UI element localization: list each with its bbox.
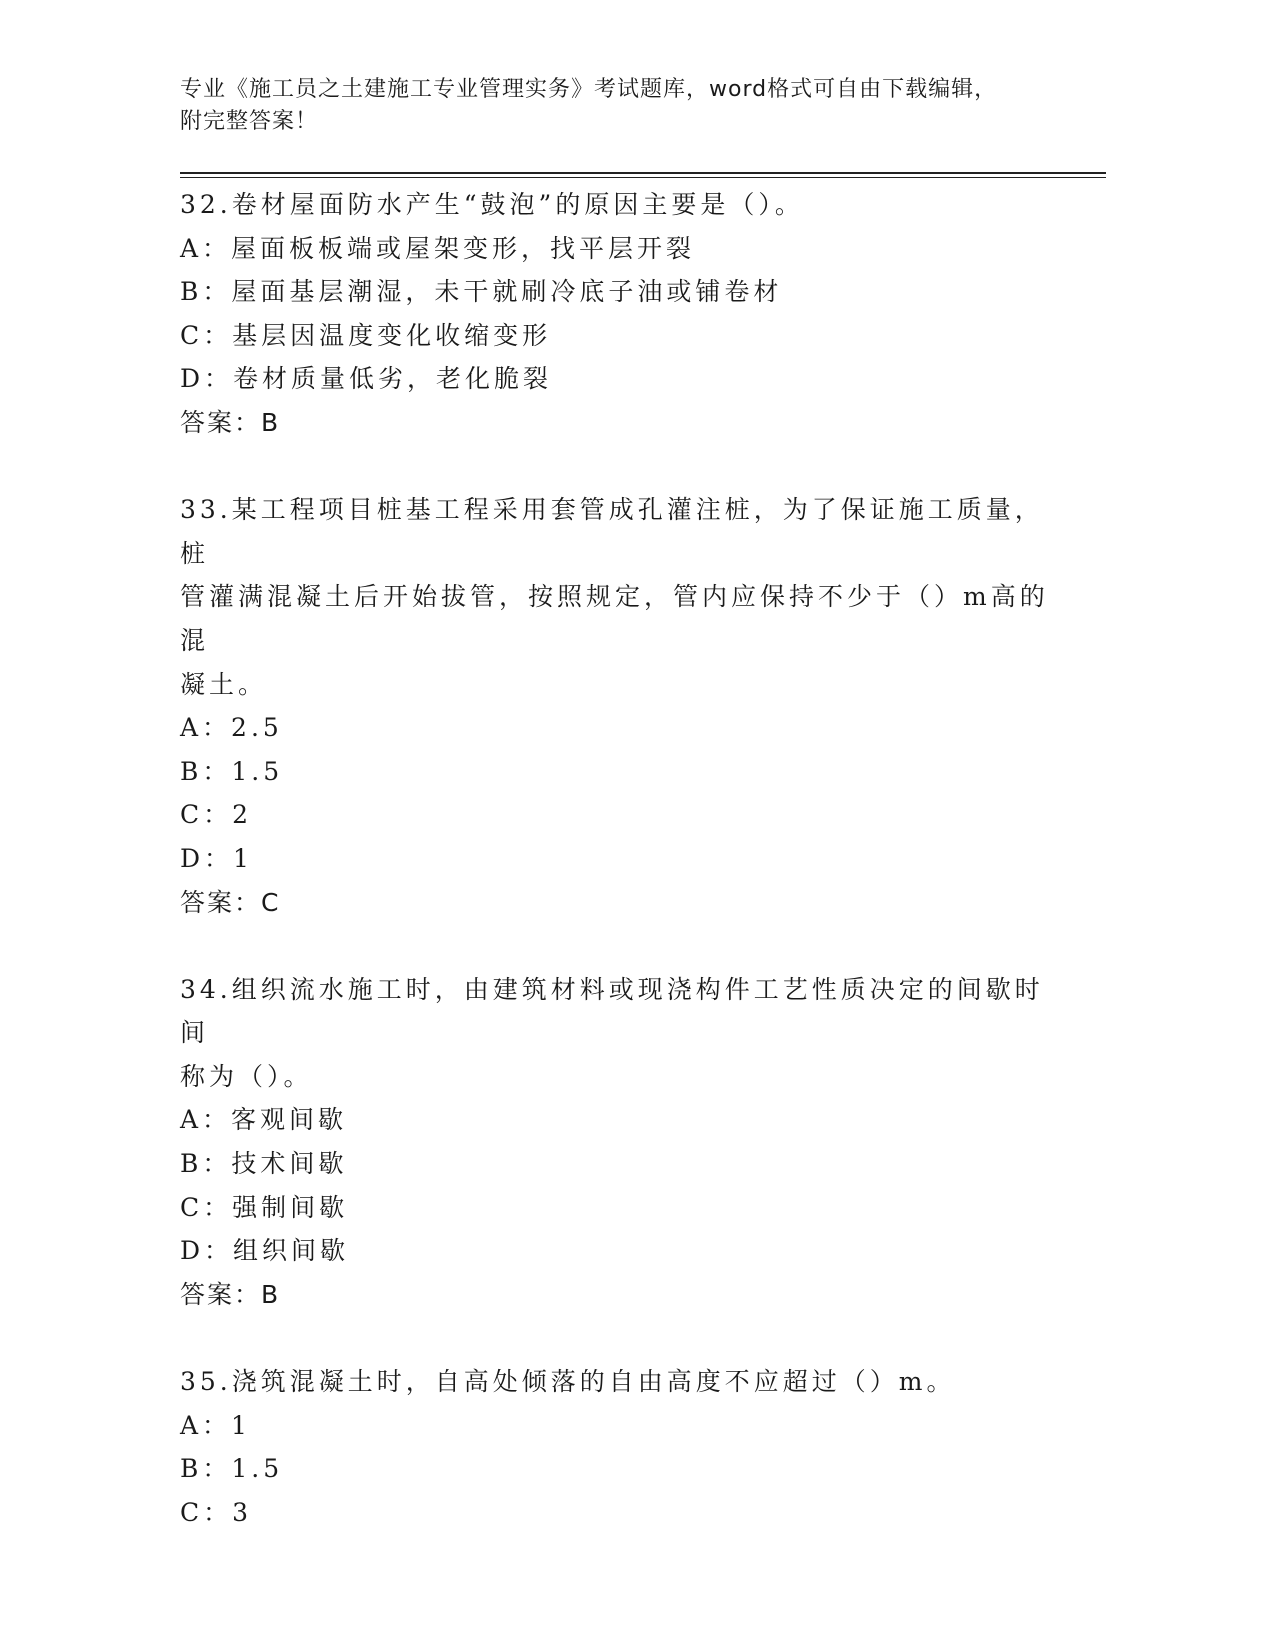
- question-text-line-3: 凝土。: [180, 669, 268, 699]
- option-b: B：屋面基层潮湿，未干就刷冷底子油或铺卷材: [180, 277, 783, 307]
- header-divider-thick: [180, 172, 1106, 174]
- header-divider-thin: [180, 177, 1106, 178]
- option-c: C：强制间歇: [180, 1192, 349, 1222]
- option-a: A：2.5: [180, 713, 283, 743]
- option-d: D：组织间歇: [180, 1236, 350, 1266]
- option-c: C：基层因温度变化收缩变形: [180, 320, 552, 350]
- question-33: [180, 488, 1060, 924]
- option-a: A：屋面板板端或屋架变形，找平层开裂: [180, 233, 696, 263]
- question-35: [180, 1360, 1060, 1534]
- option-a: A：客观间歇: [180, 1105, 348, 1135]
- option-d: D：卷材质量低劣，老化脆裂: [180, 364, 553, 394]
- question-spacer: [180, 924, 1060, 968]
- question-34: [180, 968, 1060, 1317]
- question-list: [180, 183, 1060, 1534]
- question-spacer: [180, 445, 1060, 489]
- question-32: [180, 183, 1060, 445]
- question-text-line-1: 34.组织流水施工时，由建筑材料或现浇构件工艺性质决定的间歇时间: [180, 974, 1044, 1048]
- option-d: D：1: [180, 843, 253, 873]
- header-line-2: 附完整答案！: [180, 109, 319, 134]
- question-spacer: [180, 1316, 1060, 1360]
- answer: 答案：B: [180, 1279, 281, 1309]
- option-b: B：技术间歇: [180, 1149, 348, 1179]
- question-text-line-2: 称为（）。: [180, 1061, 313, 1091]
- document-header: [180, 74, 1060, 138]
- answer: 答案：B: [180, 407, 281, 437]
- question-text: 35.浇筑混凝土时，自高处倾落的自由高度不应超过（）m。: [180, 1367, 956, 1397]
- option-b: B：1.5: [180, 756, 284, 786]
- option-c: C：3: [180, 1497, 253, 1527]
- header-line-1: 专业《施工员之土建施工专业管理实务》考试题库，word格式可自由下载编辑，: [180, 77, 998, 102]
- answer: 答案：C: [180, 887, 281, 917]
- question-text-line-1: 33.某工程项目桩基工程采用套管成孔灌注桩，为了保证施工质量，桩: [180, 495, 1044, 568]
- option-a: A：1: [180, 1410, 251, 1440]
- question-text-line-2: 管灌满混凝土后开始拔管，按照规定，管内应保持不少于（）m高的混: [180, 582, 1049, 655]
- option-c: C：2: [180, 800, 253, 830]
- option-b: B：1.5: [180, 1454, 284, 1484]
- question-text: 32.卷材屋面防水产生“鼓泡”的原因主要是（）。: [180, 190, 804, 219]
